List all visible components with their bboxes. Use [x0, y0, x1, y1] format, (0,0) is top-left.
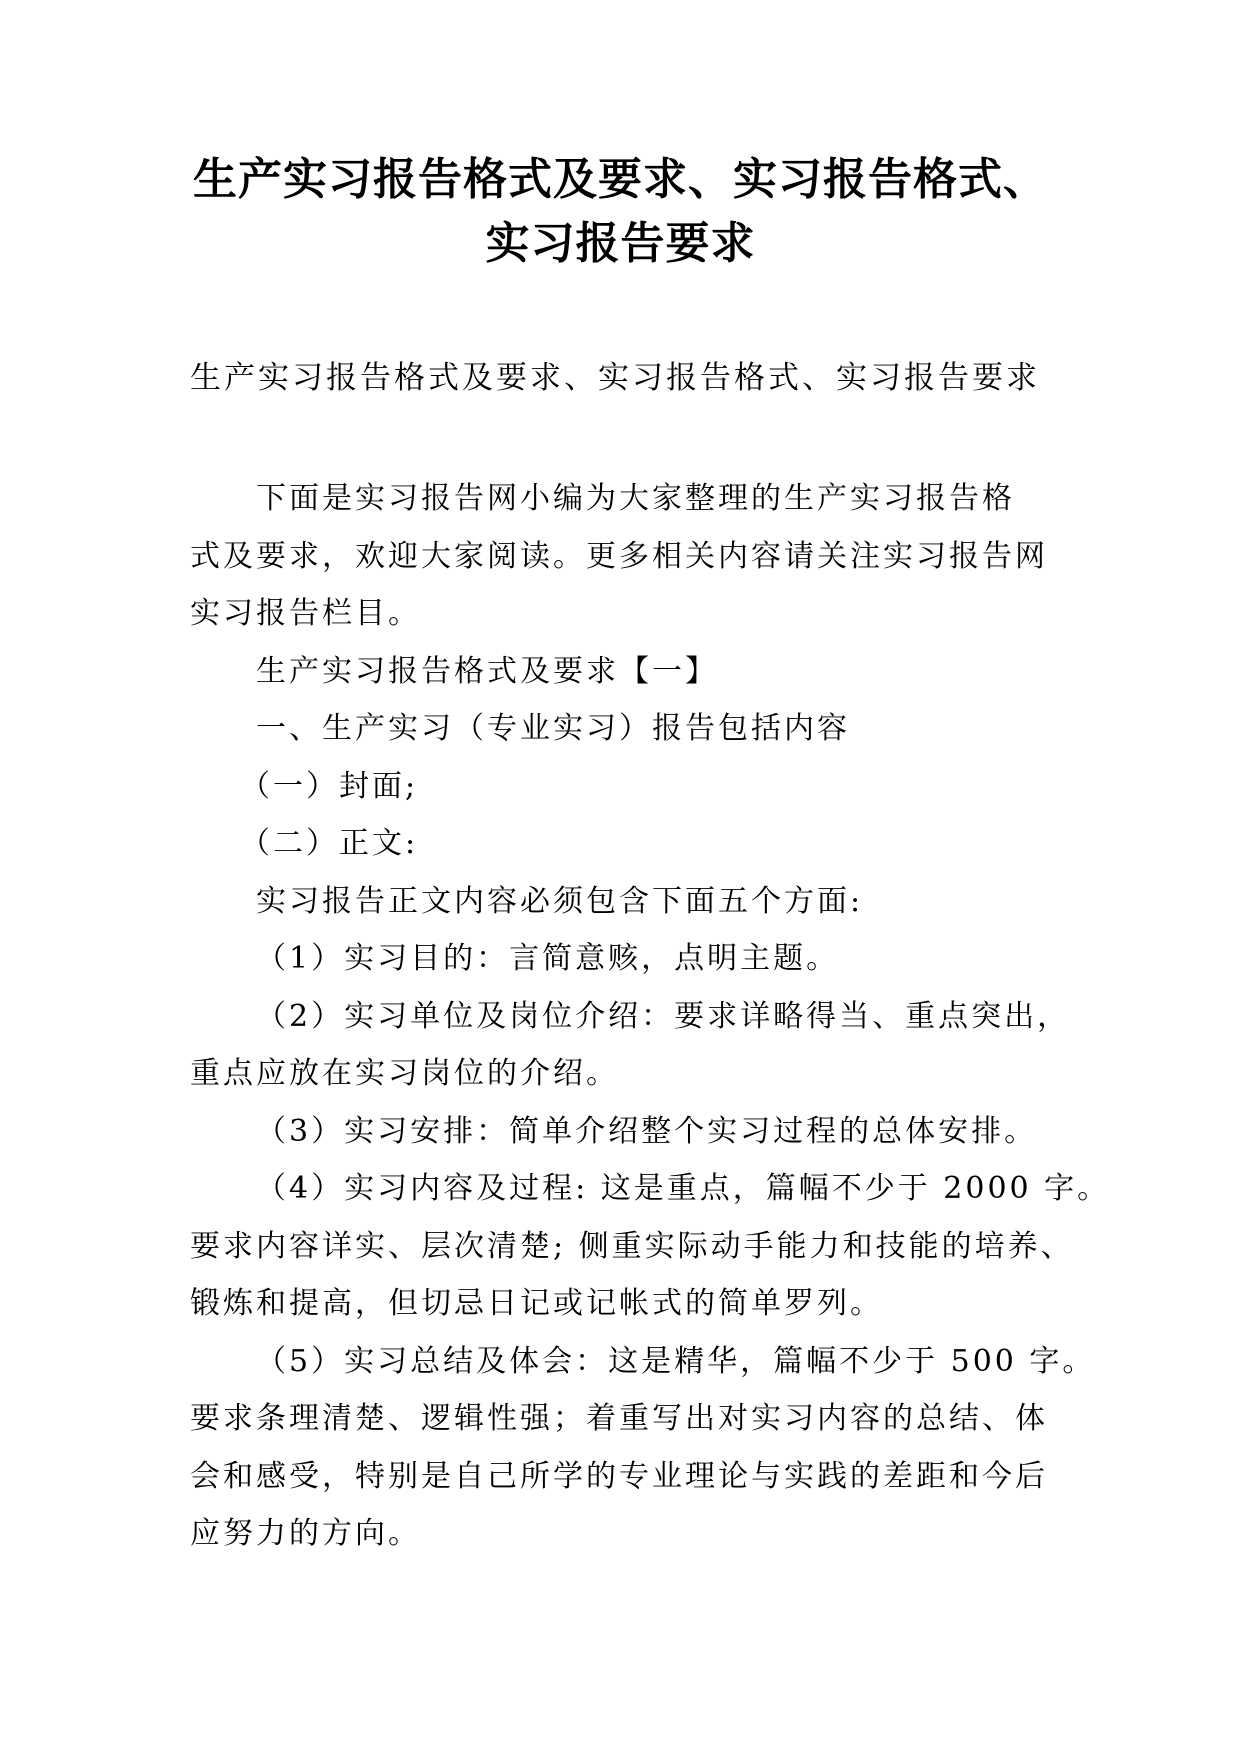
paragraph-line: 实习报告正文内容必须包含下面五个方面:: [256, 883, 864, 919]
paragraph-line: 下面是实习报告网小编为大家整理的生产实习报告格: [256, 481, 1015, 516]
paragraph-line: 重点应放在实习岗位的介绍。: [190, 1056, 619, 1091]
list-item: （一）封面;: [240, 768, 419, 804]
list-item: （二）正文:: [240, 826, 419, 861]
list-item: （3）实习安排：简单介绍整个实习过程的总体安排。: [256, 1113, 1038, 1149]
section-heading: 一、生产实习（专业实习）报告包括内容: [256, 711, 850, 746]
list-item: （1）实习目的：言简意赅，点明主题。: [256, 941, 840, 976]
paragraph-line: 实习报告栏目。: [190, 596, 421, 631]
paragraph-line: 应努力的方向。: [190, 1516, 421, 1551]
paragraph-line: 锻炼和提高，但切忌日记或记帐式的简单罗列。: [190, 1286, 883, 1321]
paragraph-line: 要求条理清楚、逻辑性强；着重写出对实习内容的总结、体: [190, 1401, 1048, 1436]
title-line-1: 生产实习报告格式及要求、实习报告格式、: [193, 154, 1048, 205]
document-subtitle: 生产实习报告格式及要求、实习报告格式、实习报告要求: [190, 360, 1040, 396]
paragraph-line: 要求内容详实、层次清楚; 侧重实际动手能力和技能的培养、: [190, 1228, 1074, 1264]
list-item: （4）实习内容及过程: 这是重点，篇幅不少于 2000 字。: [256, 1171, 1111, 1206]
document-body: [190, 470, 1111, 1563]
list-item: （5）实习总结及体会：这是精华，篇幅不少于 500 字。: [256, 1343, 1096, 1379]
paragraph-line: 式及要求，欢迎大家阅读。更多相关内容请关注实习报告网: [190, 538, 1048, 574]
list-item: （2）实习单位及岗位介绍：要求详略得当、重点突出，: [256, 998, 1071, 1034]
paragraph-line: 会和感受，特别是自己所学的专业理论与实践的差距和今后: [190, 1458, 1048, 1494]
document-title: [150, 148, 1091, 276]
title-line-2: 实习报告要求: [485, 218, 756, 269]
section-heading: 生产实习报告格式及要求【一】: [256, 653, 718, 689]
